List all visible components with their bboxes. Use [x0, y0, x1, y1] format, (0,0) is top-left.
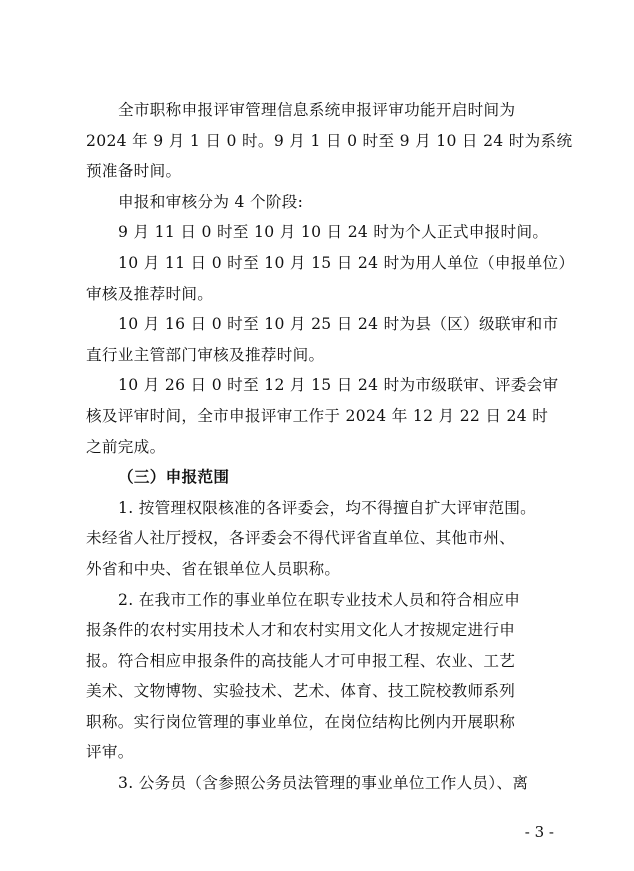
paragraph-line: 预准备时间。 [86, 162, 182, 181]
paragraph-line: 3. 公务员（含参照公务员法管理的事业单位工作人员）、离 [118, 774, 529, 793]
paragraph-line: 职称。实行岗位管理的事业单位，在岗位结构比例内开展职称 [86, 712, 516, 731]
paragraph-line: 10 月 11 日 0 时至 10 月 15 日 24 时为用人单位（申报单位） [118, 253, 575, 272]
paragraph-line: 申报和审核分为 4 个阶段: [118, 192, 304, 211]
paragraph-line: 核及评审时间，全市申报评审工作于 2024 年 12 月 22 日 24 时 [86, 406, 549, 425]
paragraph-line: 全市职称申报评审管理信息系统申报评审功能开启时间为 [118, 101, 516, 119]
paragraph-line: 1. 按管理权限核准的各评委会，均不得擅自扩大评审范围。 [118, 498, 537, 517]
section-heading: （三）申报范围 [118, 468, 230, 487]
paragraph-line: 报。符合相应申报条件的高技能人才可申报工程、农业、工艺 [86, 651, 516, 670]
paragraph-line: 10 月 26 日 0 时至 12 月 15 日 24 时为市级联审、评委会审 [118, 376, 559, 395]
paragraph-line: 审核及推荐时间。 [86, 284, 214, 303]
paragraph-line: 未经省人社厅授权，各评委会不得代评省直单位、其他市州、 [86, 529, 516, 548]
paragraph-line: 之前完成。 [86, 437, 166, 456]
paragraph-line: 直行业主管部门审核及推荐时间。 [86, 345, 325, 364]
page-number: - 3 - [524, 823, 554, 841]
paragraph-line: 9 月 11 日 0 时至 10 月 10 日 24 时为个人正式申报时间。 [118, 223, 549, 242]
paragraph-line: 外省和中央、省在银单位人员职称。 [86, 559, 341, 578]
paragraph-line: 10 月 16 日 0 时至 10 月 25 日 24 时为县（区）级联审和市 [118, 315, 559, 334]
paragraph-line: 2. 在我市工作的事业单位在职专业技术人员和符合相应申 [118, 590, 521, 609]
paragraph-line: 2024 年 9 月 1 日 0 时。9 月 1 日 0 时至 9 月 10 日 24 时为系统 [86, 131, 573, 150]
paragraph-line: 美术、文物博物、实验技术、艺术、体育、技工院校教师系列 [86, 682, 516, 701]
document-body [86, 95, 575, 799]
paragraph-line: 报条件的农村实用技术人才和农村实用文化人才按规定进行申 [86, 621, 516, 640]
paragraph-line: 评审。 [86, 743, 134, 762]
